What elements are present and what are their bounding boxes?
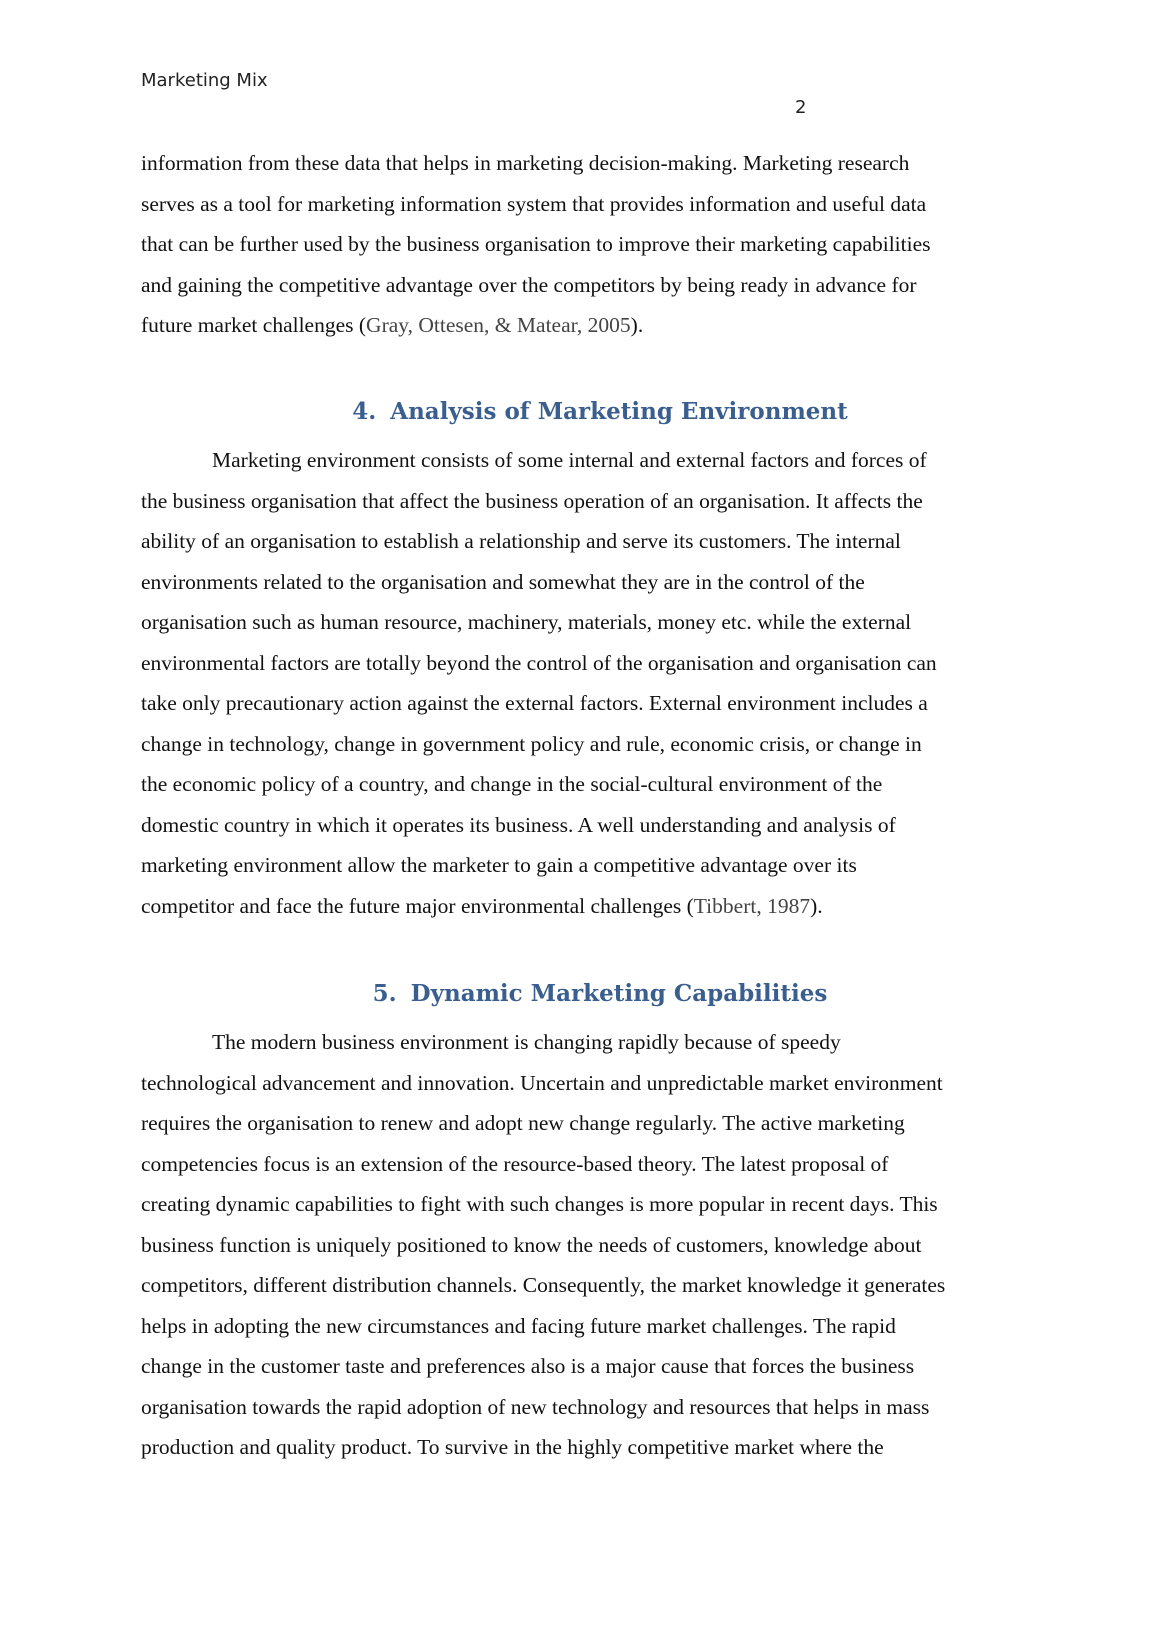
citation: Gray, Ottesen, & Matear, 2005 (366, 313, 631, 337)
paragraph-line: take only precautionary action against the external factors. External environment includes a (141, 691, 928, 715)
section-5-heading (0, 980, 1158, 1007)
line-text: competitor and face the future major environmental challenges ( (141, 893, 694, 918)
paragraph-line: the business organisation that affect the business operation of an organisation. It affects the (141, 488, 923, 513)
line-text: ). (630, 313, 644, 337)
section-number: 5. (372, 980, 397, 1007)
paragraph-line: environments related to the organisation and somewhat they are in the control of the (141, 569, 865, 594)
paragraph-line: domestic country in which it operates its business. A well understanding and analysis of (141, 812, 896, 837)
paragraph-line: the economic policy of a country, and change in the social-cultural environment of the (141, 772, 883, 796)
paragraph-line: organisation towards the rapid adoption of new technology and resources that helps in mass (141, 1394, 930, 1419)
paragraph-line: serves as a tool for marketing information system that provides information and useful data (141, 191, 927, 216)
paragraph-last-line (141, 305, 1031, 346)
paragraph-line: environmental factors are totally beyond the control of the organisation and organisation can (141, 650, 937, 675)
paragraph-line: helps in adopting the new circumstances and facing future market challenges. The rapid (141, 1313, 896, 1338)
line-text: ). (810, 893, 823, 918)
paragraph-line: The modern business environment is changing rapidly because of speedy (212, 1030, 841, 1054)
paragraph-line: that can be further used by the business organisation to improve their marketing capabilities (141, 232, 931, 256)
paragraph-line: organisation such as human resource, machinery, materials, money etc. while the external (141, 610, 912, 634)
section-number: 4. (352, 398, 377, 425)
paragraph-line: creating dynamic capabilities to fight with such changes is more popular in recent days. This (141, 1192, 938, 1216)
intro-paragraph (141, 143, 1031, 346)
paragraph-line: business function is uniquely positioned to know the needs of customers, knowledge about (141, 1232, 922, 1257)
paragraph-line: change in technology, change in government policy and rule, economic crisis, or change in (141, 731, 922, 756)
paragraph-line: ability of an organisation to establish a relationship and serve its customers. The internal (141, 529, 901, 553)
paragraph-line: marketing environment allow the marketer to gain a competitive advantage over its (141, 853, 857, 877)
section-title: Analysis of Marketing Environment (390, 398, 848, 425)
paragraph-line: change in the customer taste and preferences also is a major cause that forces the business (141, 1354, 915, 1378)
citation: Tibbert, 1987 (693, 893, 811, 918)
paragraph-last-line (141, 886, 1031, 927)
paragraph-line: production and quality product. To survive in the highly competitive market where the (141, 1435, 884, 1459)
section-5-paragraph (141, 1022, 1031, 1468)
section-4-heading (0, 398, 1158, 425)
paragraph-line: technological advancement and innovation. Uncertain and unpredictable market environment (141, 1070, 943, 1095)
paragraph-line: information from these data that helps in marketing decision-making. Marketing research (141, 151, 910, 175)
paragraph-line: competencies focus is an extension of the resource-based theory. The latest proposal of (141, 1151, 889, 1176)
section-title: Dynamic Marketing Capabilities (410, 980, 828, 1007)
running-header-title: Marketing Mix (141, 70, 268, 91)
paragraph-line: competitors, different distribution channels. Consequently, the market knowledge it generates (141, 1273, 946, 1297)
page-number: 2 (795, 97, 807, 118)
section-4-paragraph (141, 440, 1031, 926)
paragraph-line: requires the organisation to renew and adopt new change regularly. The active marketing (141, 1111, 905, 1135)
line-text: future market challenges ( (141, 313, 367, 337)
paragraph-line: Marketing environment consists of some internal and external factors and forces of (212, 448, 927, 472)
paragraph-line: and gaining the competitive advantage over the competitors by being ready in advance for (141, 272, 917, 297)
